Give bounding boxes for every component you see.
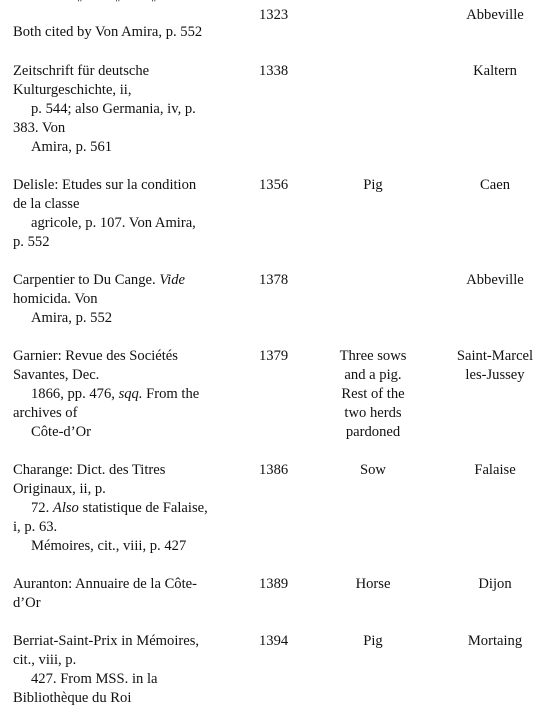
source-line: Auranton: Annuaire de la Côte- [13,576,197,592]
place-cell: Mortaing [467,633,523,649]
source-line: Berriat-Saint-Prix in Mémoires, [13,633,200,649]
source-line: de la classe [13,196,80,212]
place-cell: Abbeville [466,7,524,23]
source-line [31,385,199,404]
source-line: Zeitschrift für deutsche [13,63,150,79]
place-cell: Kaltern [473,63,517,79]
offender-cell: Three sows [339,348,407,364]
source-line: d’Or [13,595,41,611]
offender-cell: Pig [363,177,383,193]
italic-term: Also [52,500,79,516]
year-cell: 1386 [259,462,289,478]
year-cell: 1356 [259,177,289,193]
ditto-mark: " [115,0,121,10]
offender-cell: Sow [360,462,386,478]
place-cell: Caen [480,177,510,193]
source-line: p. 544; also Germania, iv, p. [31,101,196,117]
source-line: i, p. 63. [13,519,58,535]
year-cell: 1389 [259,576,289,592]
source-line: Delisle: Etudes sur la condition [13,177,197,193]
year-cell: 1378 [259,272,289,288]
source-text: statistique de Falaise, [82,500,208,516]
source-text: From the [146,386,200,402]
place-cell: Abbeville [466,272,524,288]
source-text: 1866, pp. 476, [31,386,115,402]
italic-term: sqq. [118,386,143,402]
source-line: archives of [13,405,78,421]
source-line: p. 552 [13,234,50,250]
source-line: Originaux, ii, p. [13,481,106,497]
source-line: Amira, p. 552 [31,310,113,326]
source-line [13,271,185,290]
source-line: Garnier: Revue des Sociétés [13,348,178,364]
offender-cell: and a pig. [344,367,402,383]
italic-term: Vide [159,272,185,288]
offender-cell: Rest of the [341,386,405,402]
source-text: Carpentier to Du Cange. [13,272,156,288]
offender-cell: two herds [344,405,402,421]
source-text: 72. [31,500,50,516]
year-cell: 1379 [259,348,289,364]
source-line: Amira, p. 561 [31,139,113,155]
source-line: Savantes, Dec. [13,367,100,383]
source-line: cit., viii, p. [13,652,77,668]
source-line: 383. Von [13,120,66,136]
source-line: Charange: Dict. des Titres [13,462,166,478]
source-line: Mémoires, cit., viii, p. 427 [31,538,187,554]
place-cell: les-Jussey [465,367,525,383]
place-cell: Dijon [478,576,512,592]
place-cell: Falaise [474,462,516,478]
source-line: 427. From MSS. in la [31,671,158,687]
source-line: Kulturgeschichte, ii, [13,82,132,98]
source-line: Bibliothèque du Roi [13,690,132,706]
source-line: homicida. Von [13,291,98,307]
offender-cell: Pig [363,633,383,649]
source-line: agricole, p. 107. Von Amira, [31,215,196,231]
ditto-mark: " [77,0,83,10]
source-line: Both cited by Von Amira, p. 552 [13,24,203,40]
year-cell: 1394 [259,633,289,649]
year-cell: 1338 [259,63,289,79]
year-cell: 1323 [259,7,289,23]
offender-cell: pardoned [345,424,401,440]
ditto-mark: " [151,0,157,10]
source-line [31,499,208,518]
place-cell: Saint-Marcel [456,348,534,364]
source-line: Côte-d’Or [31,424,91,440]
offender-cell: Horse [355,576,391,592]
